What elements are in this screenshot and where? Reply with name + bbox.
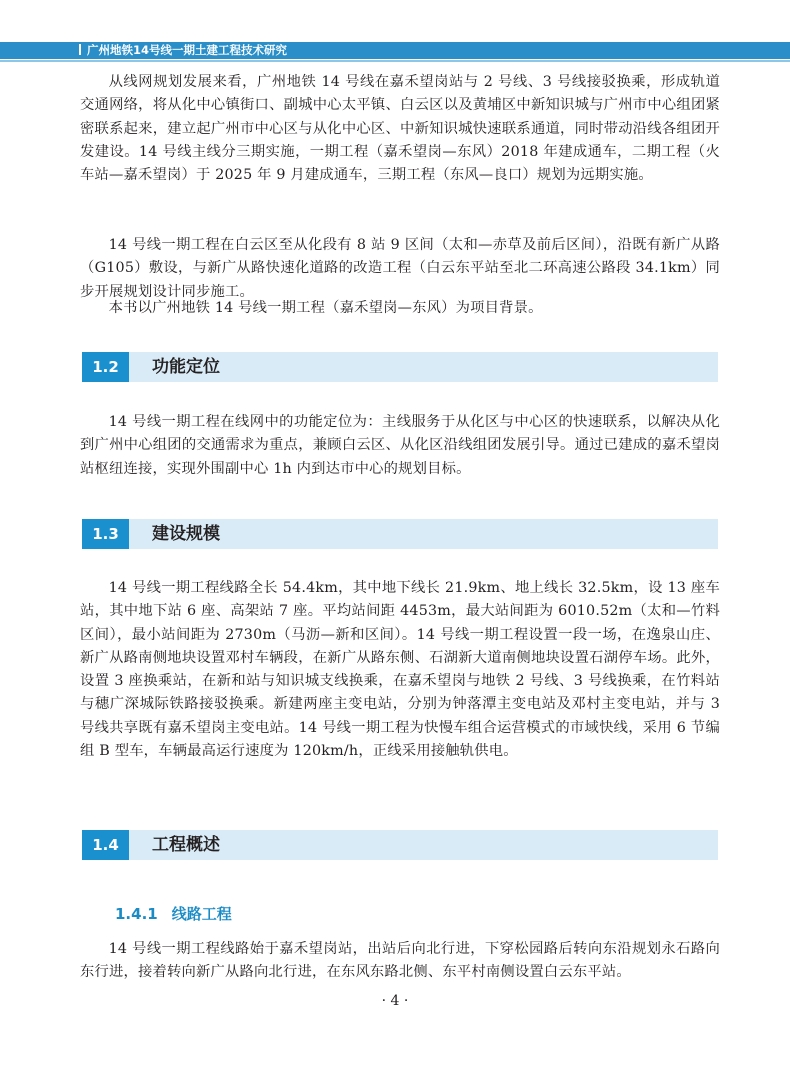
section-number: 1.3 <box>82 519 129 549</box>
subsection-heading-1-4-1 <box>115 903 232 925</box>
section-title: 功能定位 <box>152 357 220 377</box>
running-header <box>79 42 287 59</box>
page-number: · 4 · <box>381 993 409 1009</box>
section-title: 建设规模 <box>152 524 220 544</box>
section-title: 工程概述 <box>152 835 220 855</box>
section-heading-1-4 <box>82 830 718 860</box>
section-heading-1-3 <box>82 519 718 549</box>
intro-paragraph-2: 14 号线一期工程在白云区至从化段有 8 站 9 区间（太和—赤草及前后区间），沿既有新广从路（G105）敷设，与新广从路快速化道路的改造工程（白云东平站至北二环高速公路段 34.1km）同步开展规划设计同步施工。 <box>80 237 720 300</box>
section-number: 1.4 <box>82 830 129 860</box>
running-header-title: 广州地铁14号线一期土建工程技术研究 <box>87 43 288 57</box>
intro-paragraph-3: 本书以广州地铁 14 号线一期工程（嘉禾望岗—东风）为项目背景。 <box>108 300 543 316</box>
section-1-2-paragraph: 14 号线一期工程在线网中的功能定位为：主线服务于从化区与中心区的快速联系，以解决从化到广州中心组团的交通需求为重点，兼顾白云区、从化区沿线组团发展引导。通过已建成的嘉禾望岗站枢纽连接，实现外围副中心 1h 内到达市中心的规划目标。 <box>80 414 720 477</box>
section-heading-1-2 <box>82 352 718 382</box>
header-divider <box>79 44 81 55</box>
subsection-number: 1.4.1 <box>115 905 158 923</box>
subsection-1-4-1-paragraph: 14 号线一期工程线路始于嘉禾望岗站，出站后向北行进，下穿松园路后转向东沿规划永石路向东行进，接着转向新广从路向北行进，在东风东路北侧、东平村南侧设置白云东平站。 <box>80 941 720 981</box>
subsection-title: 线路工程 <box>171 905 232 923</box>
section-1-3-paragraph: 14 号线一期工程线路全长 54.4km，其中地下线长 21.9km、地上线长 32.5km，设 13 座车站，其中地下站 6 座、高架站 7 座。平均站间距 4453m，最大站间距为 6010.52m（太和—竹料区间），最小站间距为 2730m（马沥—新和区间）。14 号线一期工程设置一段一场，在逸泉山庄、新广从路南侧地块设置邓村车辆段，在新广从路东侧、石湖新大道南侧地块设置石湖停车场。此外，设置 3 座换乘站，在新和站与知识城支线换乘，在嘉禾望岗与地铁 2 号线、3 号线换乘，在竹料站与穗广深城际铁路接驳换乘。新建两座主变电站，分别为钟落潭主变电站及邓村主变电站，并与 3 号线共享既有嘉禾望岗主变电站。14 号线一期工程为快慢车组合运营模式的市域快线，采用 6 节编组 B 型车，车辆最高运行速度为 120km/h，正线采用接触轨供电。 <box>80 580 720 760</box>
intro-paragraph-1: 从线网规划发展来看，广州地铁 14 号线在嘉禾望岗站与 2 号线、3 号线接驳换乘，形成轨道交通网络，将从化中心镇街口、副城中心太平镇、白云区以及黄埔区中新知识城与广州市中心组团紧密联系起来，建立起广州市中心区与从化中心区、中新知识城快速联系通道，同时带动沿线各组团开发建设。14 号线主线分三期实施，一期工程（嘉禾望岗—东风）2018 年建成通车，二期工程（火车站—嘉禾望岗）于 2025 年 9 月建成通车，三期工程（东风—良口）规划为远期实施。 <box>80 74 720 184</box>
section-number: 1.2 <box>82 352 129 382</box>
